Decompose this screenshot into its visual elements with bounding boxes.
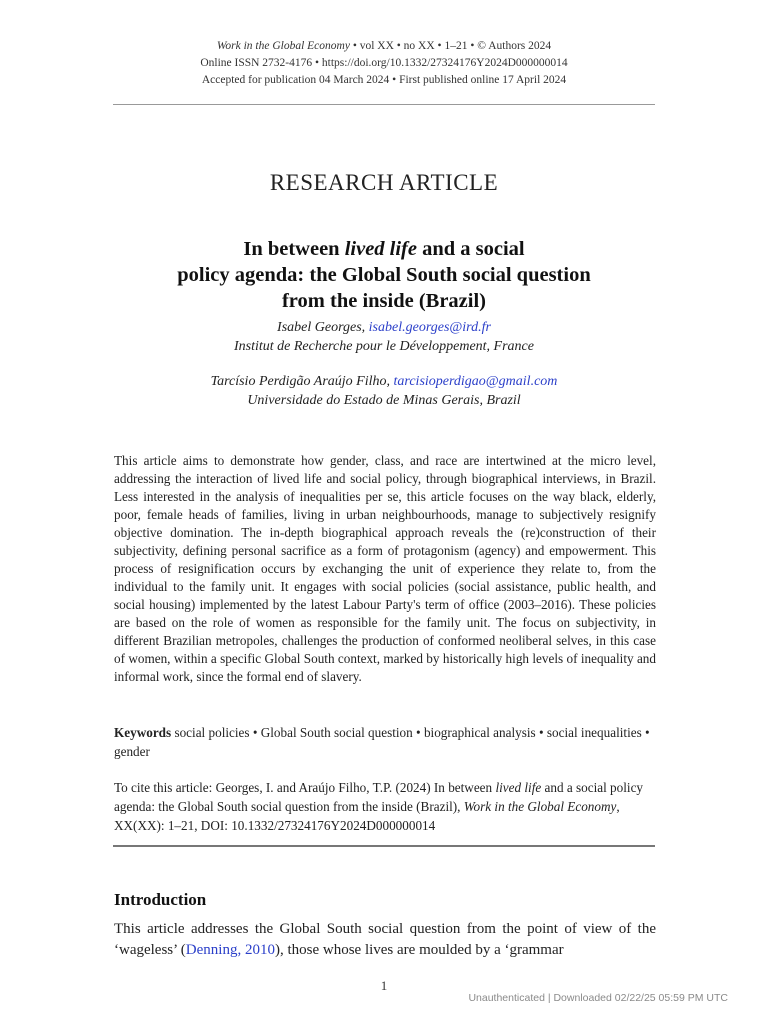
citation-journal: Work in the Global Economy [463,799,617,814]
keywords [114,723,656,761]
title-line-1 [112,236,656,262]
author-affiliation: Institut de Recherche pour le Développement, France [234,339,534,354]
page-number: 1 [380,978,388,993]
intro-text: ), those whose lives are moulded by a ‘grammar [274,942,564,958]
header-publication-dates: Accepted for publication 04 March 2024 • First published online 17 April 2024 [201,74,567,86]
journal-volume-info: • vol XX • no XX • 1–21 • © Authors 2024 [349,40,552,52]
title-line-2: policy agenda: the Global South social question [177,264,591,286]
citation [114,778,656,835]
title-italic-text: lived life [344,238,417,260]
header-issn-doi: Online ISSN 2732-4176 • https://doi.org/10.1332/27324176Y2024D000000014 [200,57,568,69]
author-email-link[interactable]: isabel.georges@ird.fr [368,320,491,335]
author-name: Isabel Georges, [277,320,369,335]
intro-text: This article addresses the Global South social question from the point of view of the ‘wageless’ ( [114,921,656,958]
keywords-list: social policies • Global South social question • biographical analysis • social inequalities • gender [114,725,650,759]
author-block-1 [0,318,768,356]
article-title [112,236,656,314]
author-affiliation: Universidade do Estado de Minas Gerais, Brazil [247,393,521,408]
title-line-3: from the inside (Brazil) [281,290,487,312]
abstract: This article aims to demonstrate how gender, class, and race are intertwined at the micro level, addressing the interaction of lived life and social policy, through biographical interviews, in Brazil. Less interested in the analysis of inequalities per se, this article focuses on the way black, elderly, poor, female heads of families, living in urban neighbourhoods, manage to subjectively resignify objective domination. The in-depth biographical approach reveals the (re)construction of their subjectivity, defining personal sacrifice as a form of protagonism (agency) and empowerment. This process of resignification occurs by exchanging the unit of experience they relate to, from the individual to the family unit. It engages with social policies (social assistance, public health, and social housing) implemented by the latest Labour Party's term of office (2003–2016). These policies are based on the role of women as responsible for the family unit. The focus on subjectivity, in different Brazilian metropoles, challenges the production of conformed neoliberal selves, in this case of women, within a specific Global South context, marked by historically high levels of inequality and informal work, since the formal end of slavery. [114,453,656,684]
introduction-paragraph [114,919,656,961]
introduction-heading: Introduction [114,890,207,909]
citation-text: and a social policy agenda: the Global South social question from the inside (Brazil), [114,780,644,814]
title-text: In between [243,238,345,260]
download-watermark: Unauthenticated | Downloaded 02/22/25 05:59 PM UTC [468,992,728,1004]
author-email-link[interactable]: tarcisioperdigao@gmail.com [393,374,558,389]
author-name: Tarcísio Perdigão Araújo Filho, [210,374,394,389]
journal-header [0,38,768,89]
citation-text: To cite this article: Georges, I. and Araújo Filho, T.P. (2024) In between [114,780,496,795]
citation-italic: lived life [495,780,542,795]
author-line [0,372,768,391]
title-text: and a social [416,238,525,260]
reference-link[interactable]: Denning, 2010 [185,942,275,958]
keywords-label: Keywords [114,725,172,740]
header-line-1 [0,38,768,55]
header-divider [113,104,655,105]
author-line [0,318,768,337]
section-divider [113,845,655,847]
citation-doi: , XX(XX): 1–21, DOI: 10.1332/27324176Y2024D000000014 [114,799,620,833]
author-block-2 [0,372,768,410]
journal-name: Work in the Global Economy [216,40,350,52]
article-type-heading: RESEARCH ARTICLE [269,170,499,195]
